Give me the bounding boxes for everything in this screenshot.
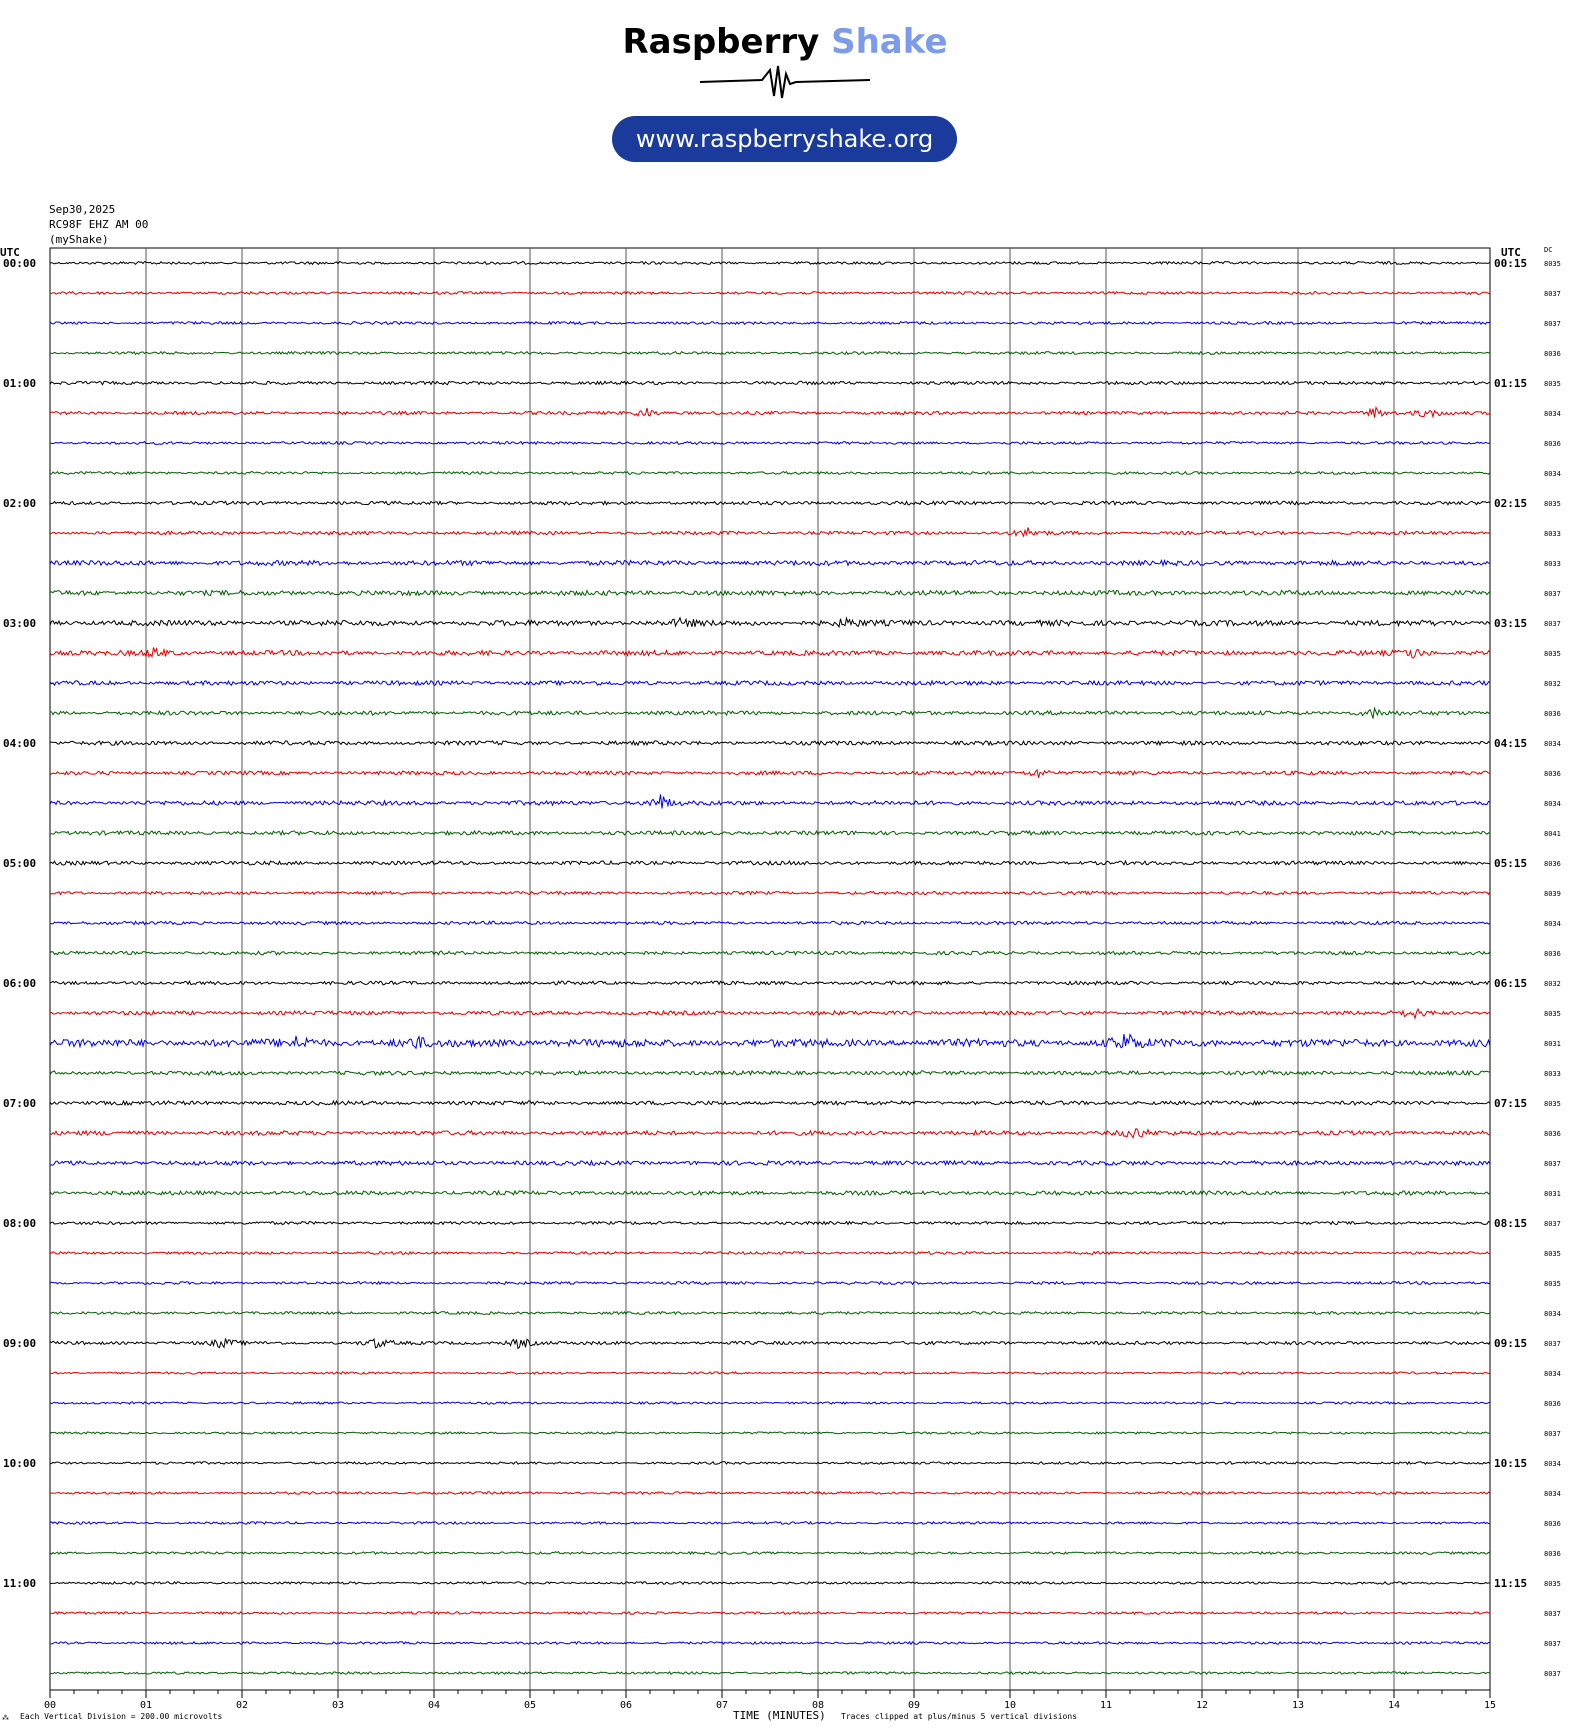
seismic-trace xyxy=(50,794,1490,808)
left-hour-label: 08:00 xyxy=(3,1217,37,1230)
dc-value: 8041 xyxy=(1544,830,1561,838)
seismic-trace xyxy=(50,1129,1490,1138)
seismic-trace xyxy=(50,951,1490,955)
seismic-trace xyxy=(50,501,1490,505)
dc-value: 8034 xyxy=(1544,920,1561,928)
seismic-trace xyxy=(50,1372,1490,1374)
dc-value: 8033 xyxy=(1544,530,1561,538)
seismic-trace xyxy=(50,381,1490,384)
right-axis-label: UTC xyxy=(1501,246,1521,259)
seismic-trace xyxy=(50,1252,1490,1255)
seismic-trace xyxy=(50,647,1490,658)
right-hour-label: 10:15 xyxy=(1494,1457,1528,1470)
x-tick-label: 15 xyxy=(1483,1700,1497,1711)
left-hour-label: 06:00 xyxy=(3,977,37,990)
seismic-trace xyxy=(50,1522,1490,1525)
dc-value: 8031 xyxy=(1544,1040,1561,1048)
dc-value: 8035 xyxy=(1544,1010,1561,1018)
dc-value: 8037 xyxy=(1544,1220,1561,1228)
seismic-trace xyxy=(50,408,1490,418)
seismic-trace xyxy=(50,1552,1490,1555)
seismic-trace xyxy=(50,681,1490,685)
dc-value: 8032 xyxy=(1544,680,1561,688)
left-hour-label: 11:00 xyxy=(3,1577,37,1590)
chart-labels xyxy=(0,246,1561,1711)
seismic-trace xyxy=(50,1312,1490,1315)
seismic-trace xyxy=(50,1492,1490,1495)
seismic-trace xyxy=(50,591,1490,596)
seismic-trace xyxy=(50,1161,1490,1166)
dc-value: 8036 xyxy=(1544,1130,1561,1138)
seismic-trace xyxy=(50,861,1490,865)
dc-value: 8036 xyxy=(1544,1550,1561,1558)
dc-value: 8035 xyxy=(1544,260,1561,268)
right-hour-label: 00:15 xyxy=(1494,257,1528,270)
dc-value: 8036 xyxy=(1544,1520,1561,1528)
chart-grid xyxy=(50,248,1490,1698)
dc-value: 8036 xyxy=(1544,350,1561,358)
dc-value: 8035 xyxy=(1544,1100,1561,1108)
dc-value: 8036 xyxy=(1544,1400,1561,1408)
x-tick-label: 07 xyxy=(715,1700,729,1711)
dc-value: 8035 xyxy=(1544,1280,1561,1288)
corner-mark: ⁂ xyxy=(2,1714,9,1722)
seismic-trace xyxy=(50,921,1490,924)
dc-value: 8035 xyxy=(1544,1580,1561,1588)
plot-frame xyxy=(50,248,1490,1690)
dc-value: 8037 xyxy=(1544,1430,1561,1438)
left-hour-label: 05:00 xyxy=(3,857,37,870)
seismic-trace xyxy=(50,322,1490,325)
x-tick-label: 06 xyxy=(619,1700,633,1711)
dc-value: 8031 xyxy=(1544,1190,1561,1198)
seismic-trace xyxy=(50,1338,1490,1348)
dc-value: 8037 xyxy=(1544,290,1561,298)
left-hour-label: 07:00 xyxy=(3,1097,37,1110)
right-hour-label: 09:15 xyxy=(1494,1337,1528,1350)
seismic-trace xyxy=(50,1222,1490,1225)
right-hour-label: 11:15 xyxy=(1494,1577,1528,1590)
right-hour-label: 04:15 xyxy=(1494,737,1528,750)
dc-value: 8034 xyxy=(1544,470,1561,478)
x-tick-label: 08 xyxy=(811,1700,825,1711)
dc-value: 8037 xyxy=(1544,1640,1561,1648)
x-tick-label: 00 xyxy=(43,1700,57,1711)
x-tick-label: 09 xyxy=(907,1700,921,1711)
website-url-pill[interactable]: www.raspberryshake.org xyxy=(612,116,957,162)
dc-value: 8037 xyxy=(1544,1610,1561,1618)
x-tick-label: 04 xyxy=(427,1700,441,1711)
seismic-trace xyxy=(50,472,1490,475)
dc-value: 8035 xyxy=(1544,500,1561,508)
seismic-trace xyxy=(50,708,1490,718)
dc-value: 8037 xyxy=(1544,1670,1561,1678)
seismic-trace xyxy=(50,1071,1490,1075)
dc-value: 8036 xyxy=(1544,770,1561,778)
dc-value: 8034 xyxy=(1544,740,1561,748)
seismic-trace xyxy=(50,292,1490,295)
left-hour-label: 03:00 xyxy=(3,617,37,630)
seismic-trace xyxy=(50,1402,1490,1404)
dc-value: 8035 xyxy=(1544,1250,1561,1258)
date-label: Sep30,2025 xyxy=(49,203,116,216)
dc-value: 8034 xyxy=(1544,410,1561,418)
dc-value: 8037 xyxy=(1544,590,1561,598)
right-hour-label: 08:15 xyxy=(1494,1217,1528,1230)
dc-value: 8036 xyxy=(1544,860,1561,868)
dc-header: DC xyxy=(1544,246,1553,254)
dc-value: 8036 xyxy=(1544,950,1561,958)
right-hour-label: 05:15 xyxy=(1494,857,1528,870)
dc-value: 8037 xyxy=(1544,620,1561,628)
brand-word-1: Raspberry xyxy=(622,22,820,62)
left-hour-label: 00:00 xyxy=(3,257,37,270)
dc-value: 8034 xyxy=(1544,1490,1561,1498)
seismic-trace xyxy=(50,831,1490,835)
x-tick-label: 14 xyxy=(1387,1700,1401,1711)
seismic-trace xyxy=(50,1191,1490,1195)
seismic-trace xyxy=(50,891,1490,894)
seismic-trace xyxy=(50,1672,1490,1675)
source-label: (myShake) xyxy=(49,233,109,246)
dc-value: 8033 xyxy=(1544,560,1561,568)
x-axis-title: TIME (MINUTES) xyxy=(733,1709,826,1722)
seismic-trace xyxy=(50,560,1490,565)
left-axis-label: UTC xyxy=(0,246,20,259)
left-hour-label: 10:00 xyxy=(3,1457,37,1470)
dc-value: 8034 xyxy=(1544,800,1561,808)
x-tick-label: 13 xyxy=(1291,1700,1305,1711)
dc-value: 8036 xyxy=(1544,440,1561,448)
x-tick-label: 02 xyxy=(235,1700,249,1711)
right-hour-label: 03:15 xyxy=(1494,617,1528,630)
seismic-trace xyxy=(50,1612,1490,1615)
left-hour-label: 09:00 xyxy=(3,1337,37,1350)
left-hour-label: 02:00 xyxy=(3,497,37,510)
seismic-trace xyxy=(50,1282,1490,1285)
dc-value: 8037 xyxy=(1544,1160,1561,1168)
dc-value: 8037 xyxy=(1544,320,1561,328)
x-tick-label: 11 xyxy=(1099,1700,1113,1711)
left-hour-label: 04:00 xyxy=(3,737,37,750)
seismic-trace xyxy=(50,618,1490,627)
seismic-trace xyxy=(50,770,1490,778)
dc-value: 8034 xyxy=(1544,1310,1561,1318)
seismic-trace xyxy=(50,1432,1490,1434)
seismic-trace xyxy=(50,1101,1490,1105)
seismic-trace xyxy=(50,352,1490,355)
right-hour-label: 01:15 xyxy=(1494,377,1528,390)
station-label: RC98F EHZ AM 00 xyxy=(49,218,149,231)
x-tick-label: 10 xyxy=(1003,1700,1017,1711)
brand-word-2: Shake xyxy=(831,22,948,62)
x-tick-label: 01 xyxy=(139,1700,153,1711)
dc-value: 8032 xyxy=(1544,980,1561,988)
dc-value: 8037 xyxy=(1544,1340,1561,1348)
x-tick-label: 03 xyxy=(331,1700,345,1711)
seismic-trace xyxy=(50,262,1490,265)
seismic-trace xyxy=(50,1009,1490,1018)
seismic-trace xyxy=(50,1034,1490,1048)
seismic-trace xyxy=(50,981,1490,985)
chart-traces xyxy=(50,262,1490,1675)
seismic-trace xyxy=(50,1582,1490,1585)
dc-value: 8033 xyxy=(1544,1070,1561,1078)
seismic-trace xyxy=(50,442,1490,445)
x-tick-label: 05 xyxy=(523,1700,537,1711)
clip-note: Traces clipped at plus/minus 5 vertical divisions xyxy=(841,1712,1078,1721)
x-tick-label: 12 xyxy=(1195,1700,1209,1711)
dc-value: 8034 xyxy=(1544,1460,1561,1468)
dc-value: 8036 xyxy=(1544,710,1561,718)
left-hour-label: 01:00 xyxy=(3,377,37,390)
dc-value: 8035 xyxy=(1544,650,1561,658)
seismic-trace xyxy=(50,741,1490,745)
right-hour-label: 07:15 xyxy=(1494,1097,1528,1110)
dc-value: 8034 xyxy=(1544,1370,1561,1378)
vertical-division-note: Each Vertical Division = 200.00 microvolts xyxy=(20,1712,223,1721)
dc-value: 8039 xyxy=(1544,890,1561,898)
right-hour-label: 06:15 xyxy=(1494,977,1528,990)
seismic-trace xyxy=(50,1462,1490,1465)
dc-value: 8035 xyxy=(1544,380,1561,388)
right-hour-label: 02:15 xyxy=(1494,497,1528,510)
seismic-trace xyxy=(50,1642,1490,1645)
seismic-trace xyxy=(50,528,1490,537)
